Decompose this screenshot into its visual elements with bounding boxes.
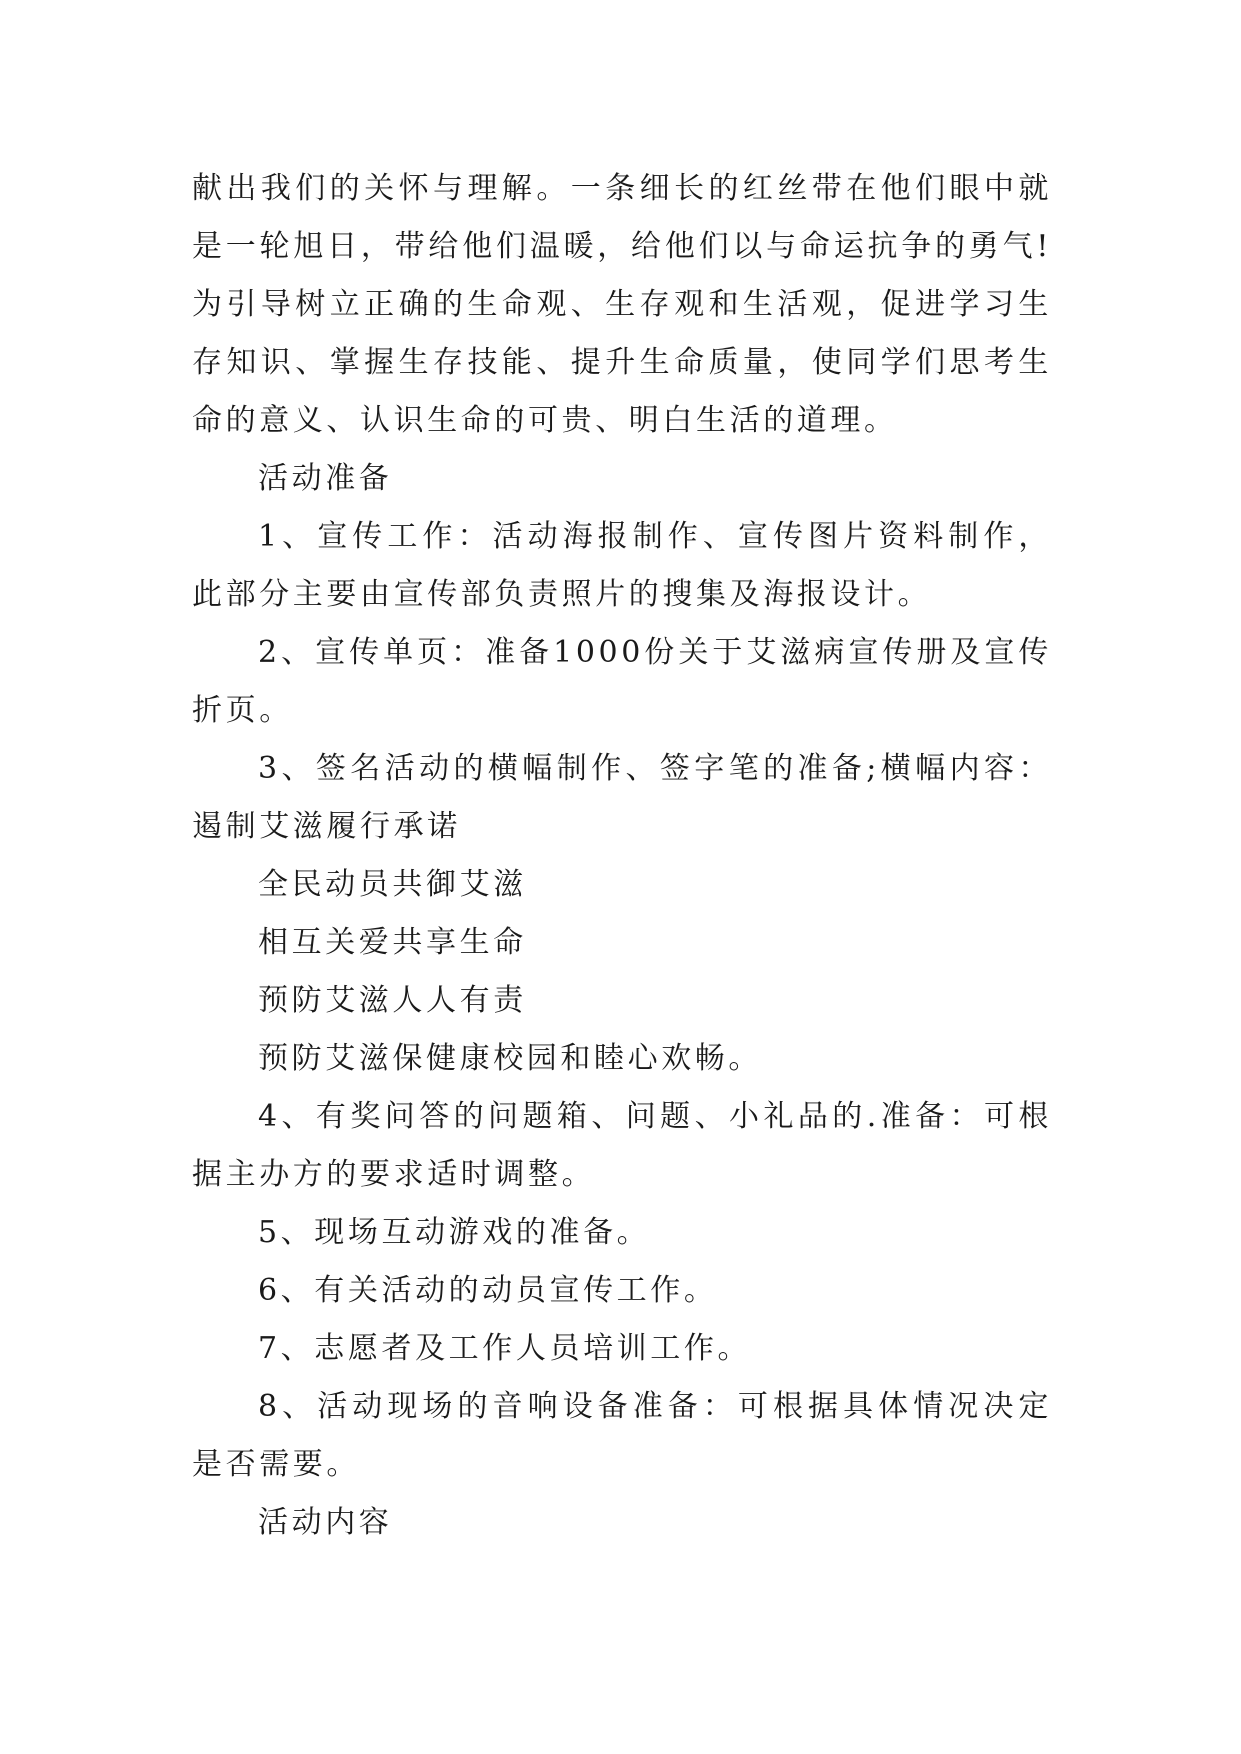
- banner-slogan: 全民动员共御艾滋: [258, 867, 527, 902]
- list-item-publicity-work: 1、宣传工作：活动海报制作、宣传图片资料制作，此部分主要由宣传部负责照片的搜集及海报设计。: [192, 519, 1052, 612]
- list-item-audio-equipment: 8、活动现场的音响设备准备：可根据具体情况决定是否需要。: [192, 1389, 1052, 1482]
- banner-slogan: 预防艾滋人人有责: [258, 983, 527, 1018]
- list-item-quiz: 4、有奖问答的问题箱、问题、小礼品的.准备：可根据主办方的要求适时调整。: [192, 1099, 1052, 1192]
- list-item-training: 7、志愿者及工作人员培训工作。: [258, 1331, 752, 1366]
- list-item-leaflets: 2、宣传单页：准备1000份关于艾滋病宣传册及宣传折页。: [192, 635, 1052, 728]
- document-page: [192, 160, 1052, 1552]
- body-paragraph: 献出我们的关怀与理解。一条细长的红丝带在他们眼中就是一轮旭日，带给他们温暖，给他们以与命运抗争的勇气!为引导树立正确的生命观、生存观和生活观，促进学习生存知识、掌握生存技能、提升生命质量，使同学们思考生命的意义、认识生命的可贵、明白生活的道理。: [192, 171, 1052, 438]
- list-item-games: 5、现场互动游戏的准备。: [258, 1215, 651, 1250]
- section-heading-preparation: 活动准备: [258, 461, 393, 496]
- banner-slogan: 相互关爱共享生命: [258, 925, 527, 960]
- list-item-mobilization: 6、有关活动的动员宣传工作。: [258, 1273, 718, 1308]
- list-item-banner: 3、签名活动的横幅制作、签字笔的准备;横幅内容：遏制艾滋履行承诺: [192, 751, 1052, 844]
- banner-slogan: 预防艾滋保健康校园和睦心欢畅。: [258, 1041, 762, 1076]
- section-heading-content: 活动内容: [258, 1505, 393, 1540]
